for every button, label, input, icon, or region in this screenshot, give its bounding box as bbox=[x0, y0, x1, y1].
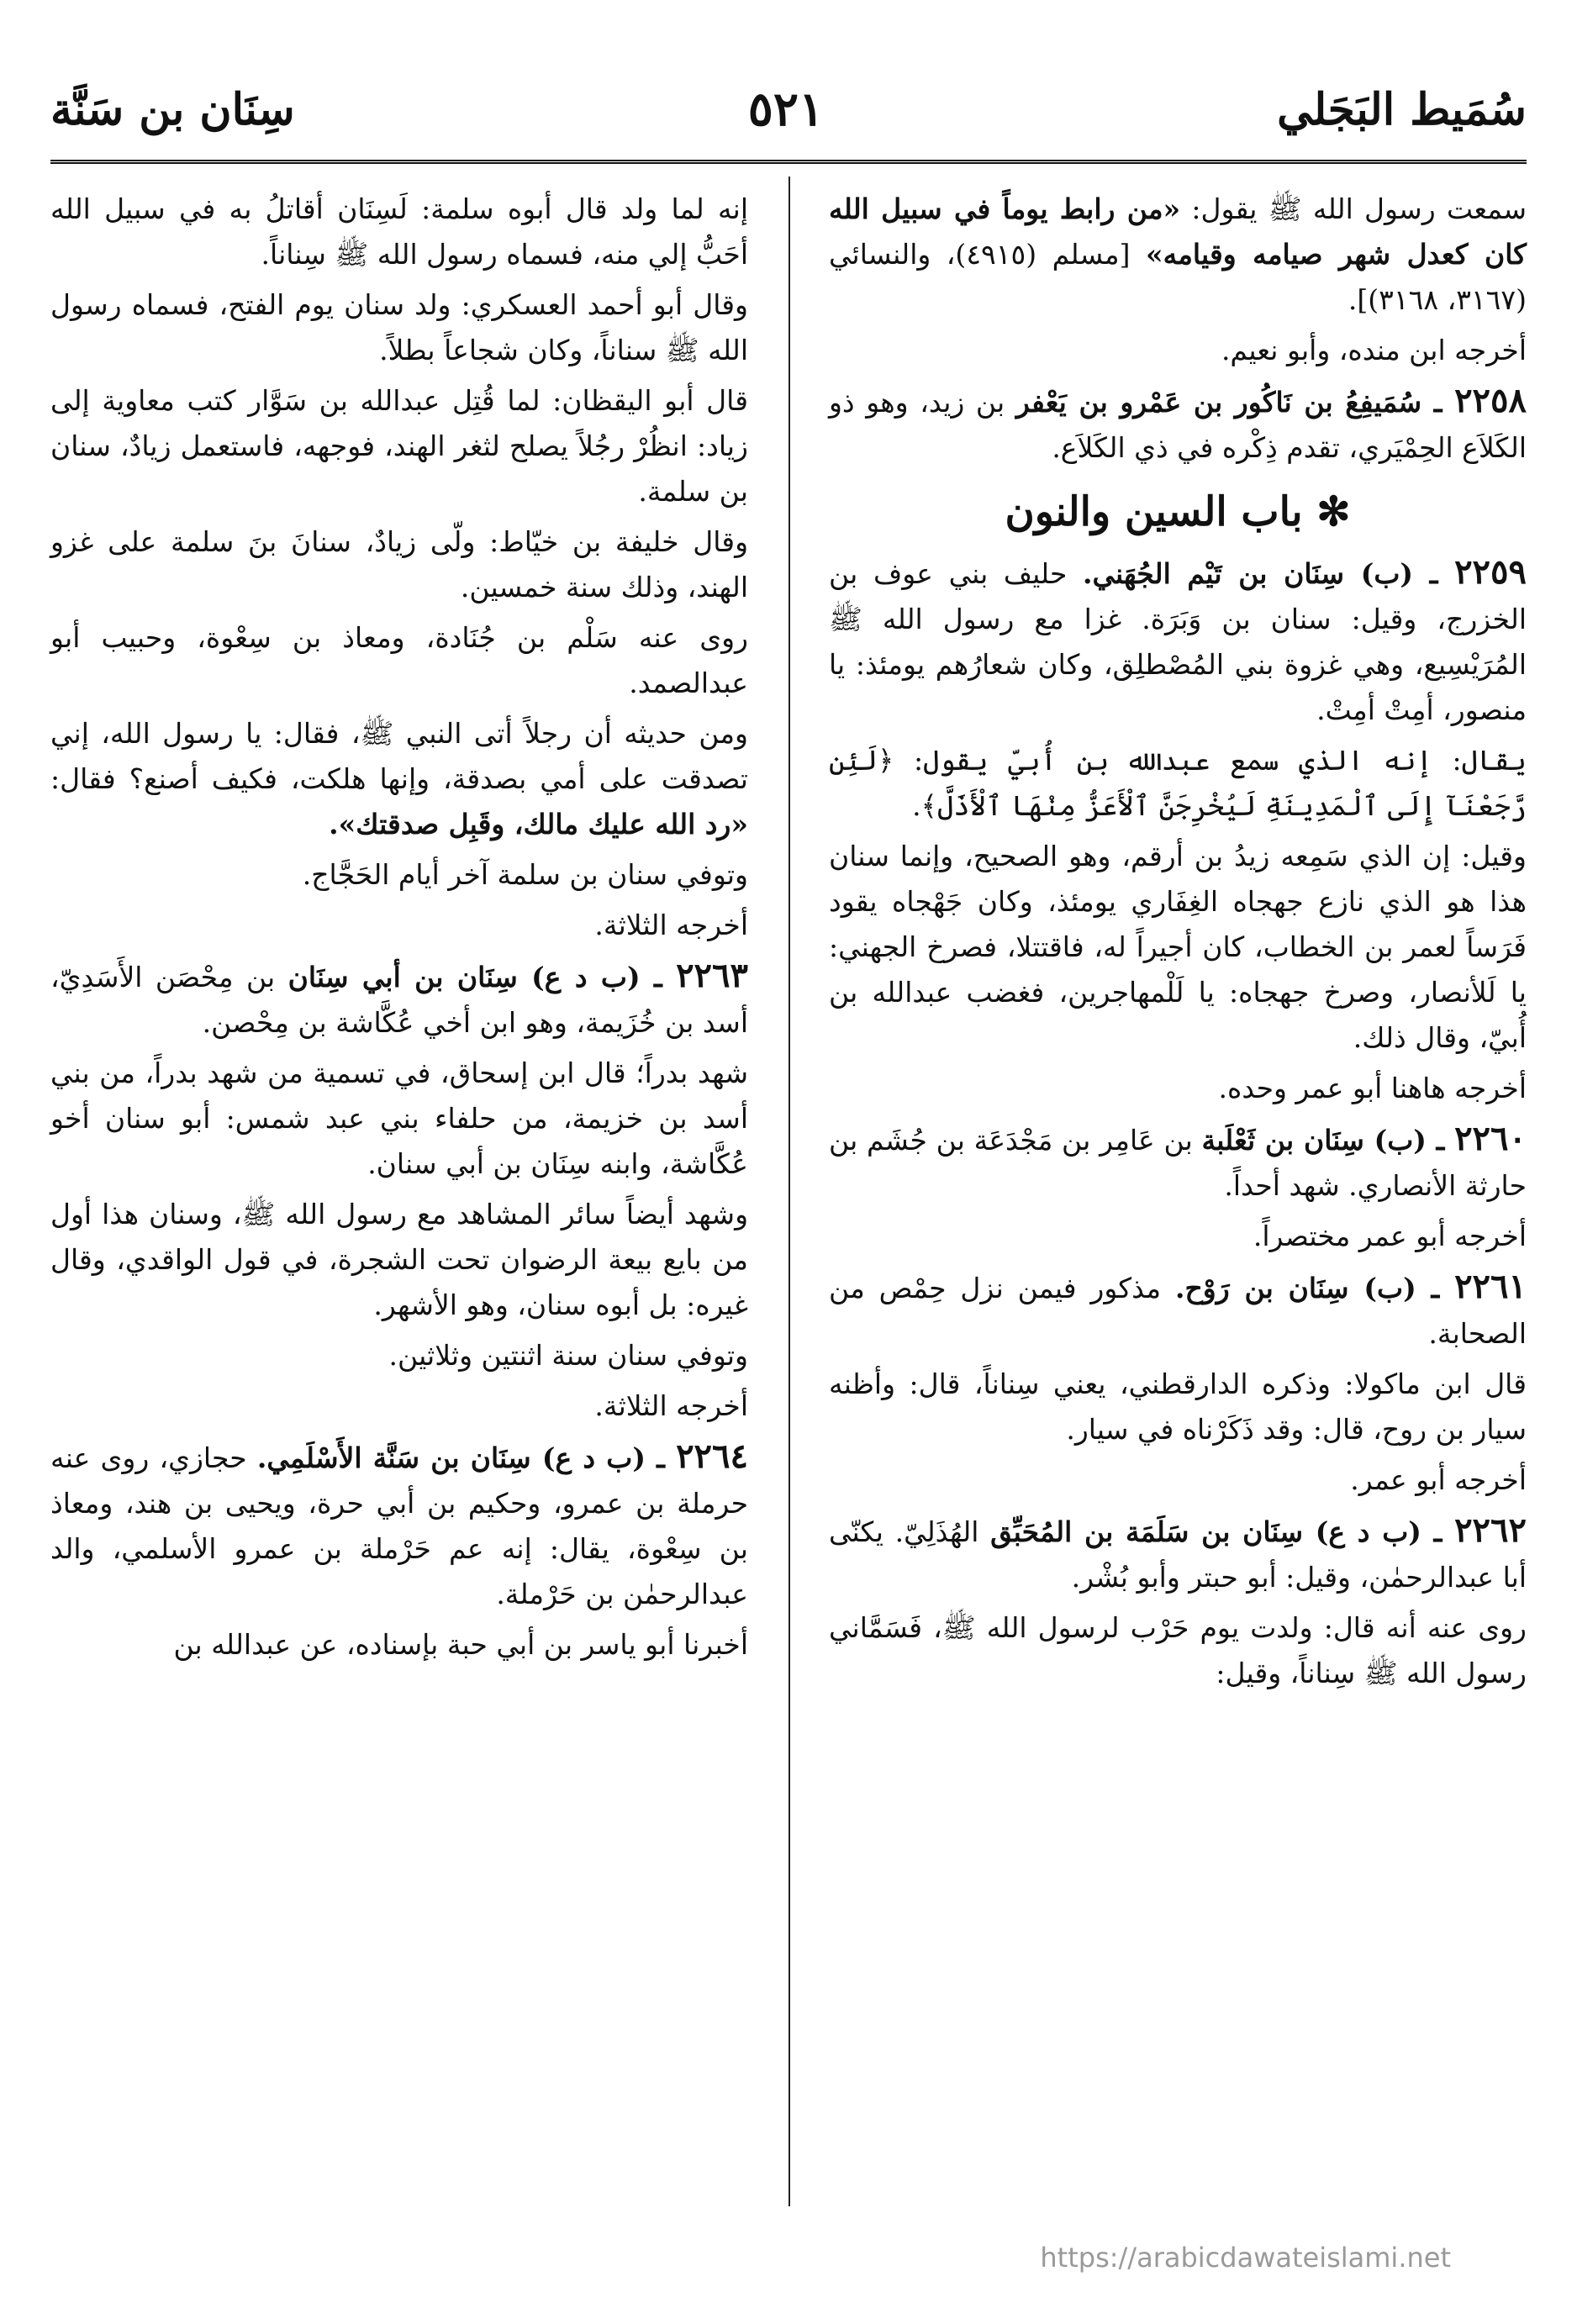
paragraph: أخبرنا أبو ياسر بن أبي حبة بإسناده، عن عبدالله بن bbox=[173, 1628, 748, 1661]
entry-2259: ٢٢٥٩ ـ (ب) سِنَان بن تَيْم الجُهَني. حليف بني عوف بن الخزرج، وقيل: سنان بن وَبَرَة. غزا مع رسول الله ﷺ المُرَيْسِيع، وهي غزوة بني المُصْطلِق، وكان شعارُهم يومئذ: يا منصور، أمِتْ أمِتْ. bbox=[829, 552, 1527, 726]
hadith-quote: «من رابط يوماً في سبيل الله كان كعدل شهر صيامه وقيامه» bbox=[829, 192, 1527, 271]
paragraph: قال ابن ماكولا: وذكره الدارقطني، يعني سِناناً، قال: وأظنه سيار بن روح، قال: وقد ذَكَرْناه في سيار. bbox=[829, 1368, 1527, 1446]
column-divider bbox=[788, 177, 790, 2206]
entry-name: ـ سُمَيفِعُ بن نَاكُور بن عَمْرو بن يَعْفر bbox=[1015, 386, 1455, 419]
entry-name: ـ (ب) سِنَان بن ثَعْلَبة bbox=[1201, 1124, 1455, 1157]
running-title-right: سُمَيط البَجَلي bbox=[1277, 83, 1527, 135]
paragraph: أخرجه أبو عمر مختصراً. bbox=[1253, 1220, 1527, 1252]
entry-name: ـ (ب) سِنَان بن رَوْح. bbox=[1174, 1272, 1455, 1304]
entry-number: ٢٢٥٩ bbox=[1454, 552, 1527, 592]
paragraph: أخرجه أبو عمر. bbox=[1350, 1463, 1527, 1496]
entry-2258: ٢٢٥٨ ـ سُمَيفِعُ بن نَاكُور بن عَمْرو بن يَعْفر بن زيد، وهو ذو الكَلاَع الحِمْيَري، تقدم ذِكْره في ذي الكَلاَع. bbox=[829, 381, 1527, 464]
paragraph: يقال: إنه الذي سمع عبدالله بن أُبيّ يقول: ﴿لَئِن رَّجَعْنَآ إِلَى ٱلْمَدِينَةِ لَيُخْرِجَنَّ ٱلْأَعَزُّ مِنْهَا ٱلْأَذَلَّ﴾. bbox=[829, 744, 1527, 822]
header-rule bbox=[50, 160, 1527, 164]
entry-number: ٢٢٦٣ bbox=[676, 956, 748, 995]
paragraph: سمعت رسول الله ﷺ يقول: «من رابط يوماً في سبيل الله كان كعدل شهر صيامه وقيامه» [مسلم (٤٩١٥)، والنسائي (٣١٦٧، ٣١٦٨)]. bbox=[829, 192, 1527, 316]
hadith-quote: «رد الله عليك مالك، وقَبِل صدقتك». bbox=[329, 808, 748, 841]
paragraph: أخرجه الثلاثة. bbox=[594, 909, 748, 941]
paragraph: وقيل: إن الذي سَمِعه زيدُ بن أرقم، وهو الصحيح، وإنما سنان هذا هو الذي نازع جهجاه الغِفَاري يومئذ، وكان جَهْجاه يقود فَرَساً لعمر بن الخطاب، كان أجيراً له، فاقتتلا، فصرخ الجهني: يا لَلأنصار، وصرخ جهجاه: يا لَلْمهاجرين، فغضب عبدالله بن أُبيّ، وقال ذلك. bbox=[829, 840, 1527, 1054]
paragraph: روى عنه سَلْم بن جُنَادة، ومعاذ بن سِعْوة، وحبيب أبو عبدالصمد. bbox=[50, 621, 748, 699]
section-heading: ✻ باب السين والنون bbox=[1005, 488, 1351, 535]
entry-number: ٢٢٦١ bbox=[1454, 1267, 1527, 1306]
entry-number: ٢٢٦٢ bbox=[1454, 1510, 1527, 1550]
paragraph: وتوفي سنان بن سلمة آخر أيام الحَجَّاج. bbox=[302, 858, 748, 891]
paragraph: قال أبو اليقظان: لما قُتِل عبدالله بن سَوَّار كتب معاوية إلى زياد: انظُرْ رجُلاً يصلح لثغر الهند، فوجهه، فاستعمل زيادٌ، سنان بن سلمة. bbox=[50, 384, 748, 508]
entry-number: ٢٢٥٨ bbox=[1454, 381, 1527, 420]
paragraph: ومن حديثه أن رجلاً أتى النبي ﷺ، فقال: يا رسول الله، إني تصدقت على أمي بصدقة، وإنها هلكت، فكيف أصنع؟ فقال: «رد الله عليك مالك، وقَبِل صدقتك». bbox=[50, 717, 748, 841]
watermark-url: https://arabicdawateislami.net bbox=[1040, 2242, 1451, 2274]
left-column bbox=[50, 187, 748, 1673]
entry-name: ـ (ب د ع) سِنَان بن أبي سِنَان bbox=[287, 961, 677, 993]
running-title-left: سِنَان بن سَنَّة bbox=[50, 83, 295, 135]
paragraph: وقال أبو أحمد العسكري: ولد سنان يوم الفتح، فسماه رسول الله ﷺ سناناً، وكان شجاعاً بطلاً. bbox=[50, 288, 748, 366]
paragraph: أخرجه ابن منده، وأبو نعيم. bbox=[1221, 334, 1527, 366]
page-number: ٥٢١ bbox=[747, 82, 825, 137]
entry-2264: ٢٢٦٤ ـ (ب د ع) سِنَان بن سَنَّة الأَسْلَمِي. حجازي، روى عنه حرملة بن عمرو، وحكيم بن أبي حرة، ويحيى بن هند، ومعاذ بن سِعْوة، يقال: إنه عم حَرْملة بن عمرو الأسلمي، والد عبدالرحمٰن بن حَرْملة. bbox=[50, 1436, 748, 1610]
paragraph: وقال خليفة بن خيّاط: ولّى زيادٌ، سنانَ بنَ سلمة على غزو الهند، وذلك سنة خمسين. bbox=[50, 525, 748, 603]
paragraph: أخرجه هاهنا أبو عمر وحده. bbox=[1218, 1072, 1527, 1104]
paragraph: شهد بدراً؛ قال ابن إسحاق، في تسمية من شهد بدراً، من بني أسد بن خزيمة، من حلفاء بني عبد شمس: أبو سنان أخو عُكَّاشة، وابنه سِنَان بن أبي سنان. bbox=[50, 1057, 748, 1180]
entry-2261: ٢٢٦١ ـ (ب) سِنَان بن رَوْح. مذكور فيمن نزل حِمْص من الصحابة. bbox=[829, 1267, 1527, 1350]
entry-2263: ٢٢٦٣ ـ (ب د ع) سِنَان بن أبي سِنَان بن مِحْصَن الأَسَدِيّ، أسد بن خُزَيمة، وهو ابن أخي عُكَّاشة بن مِحْصن. bbox=[50, 956, 748, 1039]
entry-name: ـ (ب د ع) سِنَان بن سَنَّة الأَسْلَمِي. bbox=[256, 1441, 677, 1474]
paragraph: إنه لما ولد قال أبوه سلمة: لَسِنَان أقاتلُ به في سبيل الله أحَبُّ إلي منه، فسماه رسول الله ﷺ سِناناً. bbox=[50, 192, 748, 271]
right-column bbox=[829, 187, 1527, 1701]
entry-2260: ٢٢٦٠ ـ (ب) سِنَان بن ثَعْلَبة بن عَامِر بن مَجْدَعَة بن جُشَم بن حارثة الأنصاري. شهد أحداً. bbox=[829, 1119, 1527, 1202]
paragraph: وتوفي سنان سنة اثنتين وثلاثين. bbox=[388, 1339, 748, 1372]
entry-number: ٢٢٦٤ bbox=[676, 1436, 748, 1476]
paragraph: روى عنه أنه قال: ولدت يوم حَرْب لرسول الله ﷺ، فَسَمَّاني رسول الله ﷺ سِناناً، وقيل: bbox=[829, 1611, 1527, 1689]
paragraph: أخرجه الثلاثة. bbox=[594, 1389, 748, 1422]
entry-2262: ٢٢٦٢ ـ (ب د ع) سِنَان بن سَلَمَة بن المُحَبِّق الهُذَلِيّ. يكنّى أبا عبدالرحمٰن، وقيل: أبو حبتر وأبو بُشْر. bbox=[829, 1510, 1527, 1594]
entry-name: ـ (ب د ع) سِنَان بن سَلَمَة بن المُحَبِّق bbox=[990, 1515, 1455, 1548]
entry-name: ـ (ب) سِنَان بن تَيْم الجُهَني. bbox=[1083, 557, 1455, 590]
entry-number: ٢٢٦٠ bbox=[1454, 1119, 1527, 1158]
paragraph: وشهد أيضاً سائر المشاهد مع رسول الله ﷺ، وسنان هذا أول من بايع بيعة الرضوان تحت الشجرة، في قول الواقدي، وقال غيره: بل أبوه سنان، وهو الأشهر. bbox=[50, 1198, 748, 1321]
page-header bbox=[50, 67, 1527, 151]
